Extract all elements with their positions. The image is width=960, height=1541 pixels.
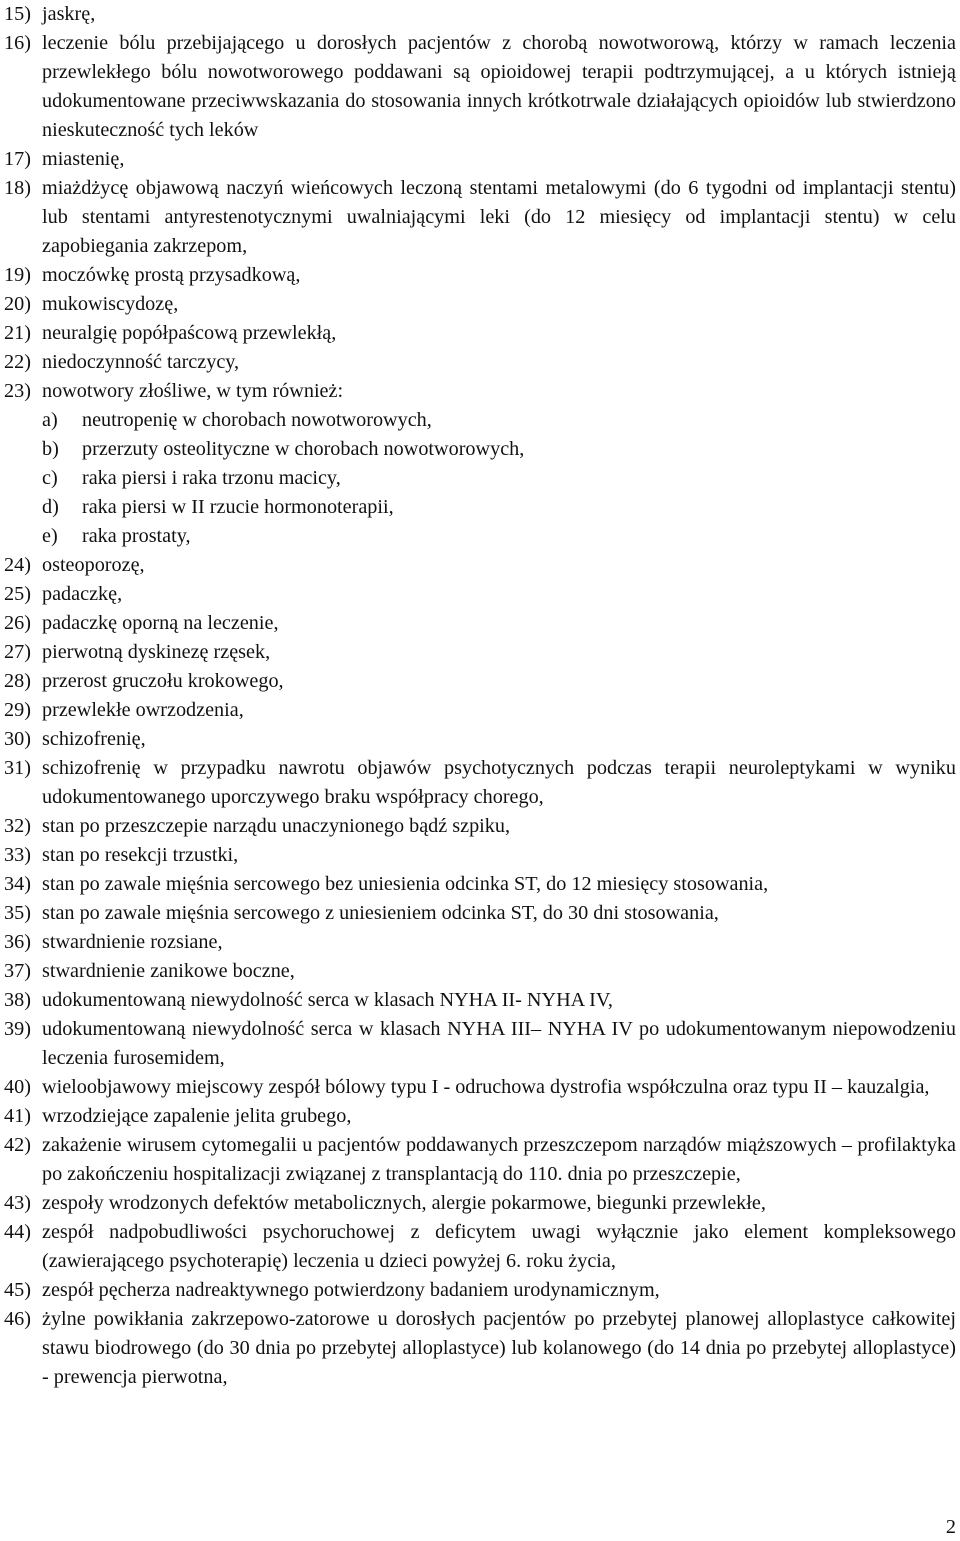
list-item-number: 38) bbox=[4, 989, 31, 1011]
list-item bbox=[4, 870, 956, 899]
list-item-number: 29) bbox=[4, 699, 31, 721]
page-number: 2 bbox=[945, 1516, 956, 1538]
list-item-text: przerost gruczołu krokowego, bbox=[42, 670, 284, 692]
list-item bbox=[4, 261, 956, 290]
list-item-text: zakażenie wirusem cytomegalii u pacjentów poddawanych przeszczepom narządów miąższowych – profilaktyka po zakończeniu hospitalizacji związanej z transplantacją do 110. dnia po przeszczepie, bbox=[42, 1134, 956, 1185]
list-item bbox=[4, 667, 956, 696]
list-item bbox=[4, 812, 956, 841]
list-item bbox=[4, 290, 956, 319]
list-item-number: 39) bbox=[4, 1018, 31, 1040]
list-item bbox=[4, 580, 956, 609]
list-item-text: nowotwory złośliwe, w tym również: bbox=[42, 380, 344, 402]
indication-list bbox=[4, 0, 956, 1392]
list-item bbox=[4, 29, 956, 145]
list-item bbox=[4, 377, 956, 406]
list-item-number: 41) bbox=[4, 1105, 31, 1127]
list-item-text: leczenie bólu przebijającego u dorosłych pacjentów z chorobą nowotworową, którzy w ramach leczenia przewlekłego bólu nowotworowego poddawani są opioidowej terapii podtrzymującej, a u których istnieją udokumentowane przeciwwskazania do stosowania innych krótkotrwale działających opioidów lub stwierdzono nieskuteczność tych leków bbox=[42, 32, 956, 141]
list-item-number: 45) bbox=[4, 1279, 31, 1301]
list-item-text: schizofrenię w przypadku nawrotu objawów psychotycznych podczas terapii neuroleptykami w wyniku udokumentowanego uporczywego braku współpracy chorego, bbox=[42, 757, 956, 808]
list-item-number: 27) bbox=[4, 641, 31, 663]
list-item-number: 35) bbox=[4, 902, 31, 924]
list-item bbox=[4, 986, 956, 1015]
sub-list-item-label: b) bbox=[42, 438, 59, 460]
list-item-text: stan po zawale mięśnia sercowego bez uniesienia odcinka ST, do 12 miesięcy stosowania, bbox=[42, 873, 769, 895]
list-item-number: 44) bbox=[4, 1221, 31, 1243]
list-item-text: pierwotną dyskinezę rzęsek, bbox=[42, 641, 271, 663]
list-item bbox=[4, 551, 956, 580]
list-item-text: stan po przeszczepie narządu unaczynionego bądź szpiku, bbox=[42, 815, 511, 837]
list-item bbox=[4, 696, 956, 725]
list-item-text: stan po resekcji trzustki, bbox=[42, 844, 239, 866]
list-item bbox=[4, 348, 956, 377]
list-item-number: 22) bbox=[4, 351, 31, 373]
sub-list-item-text: raka piersi i raka trzonu macicy, bbox=[82, 467, 341, 489]
list-item-number: 19) bbox=[4, 264, 31, 286]
list-item bbox=[4, 754, 956, 812]
list-item-text: niedoczynność tarczycy, bbox=[42, 351, 240, 373]
list-item-number: 26) bbox=[4, 612, 31, 634]
list-item-text: miażdżycę objawową naczyń wieńcowych leczoną stentami metalowymi (do 6 tygodni od implantacji stentu) lub stentami antyrestenotycznymi uwalniającymi leki (do 12 miesięcy od implantacji stentu) w celu zapobiegania zakrzepom, bbox=[42, 177, 956, 257]
list-item-text: neuralgię popółpaścową przewlekłą, bbox=[42, 322, 337, 344]
list-item bbox=[4, 1218, 956, 1276]
list-item-text: stan po zawale mięśnia sercowego z uniesieniem odcinka ST, do 30 dni stosowania, bbox=[42, 902, 719, 924]
list-item-number: 34) bbox=[4, 873, 31, 895]
list-item-text: udokumentowaną niewydolność serca w klasach NYHA II- NYHA IV, bbox=[42, 989, 613, 1011]
list-item-number: 40) bbox=[4, 1076, 31, 1098]
list-item bbox=[4, 899, 956, 928]
list-item-number: 30) bbox=[4, 728, 31, 750]
list-item-number: 20) bbox=[4, 293, 31, 315]
sub-list-item bbox=[4, 464, 956, 493]
list-item bbox=[4, 957, 956, 986]
list-item-text: zespoły wrodzonych defektów metabolicznych, alergie pokarmowe, biegunki przewlekłe, bbox=[42, 1192, 766, 1214]
list-item-number: 17) bbox=[4, 148, 31, 170]
list-item-text: moczówkę prostą przysadkową, bbox=[42, 264, 301, 286]
list-item-text: wieloobjawowy miejscowy zespół bólowy typu I - odruchowa dystrofia współczulna oraz typu II – kauzalgia, bbox=[42, 1076, 930, 1098]
list-item-text: udokumentowaną niewydolność serca w klasach NYHA III– NYHA IV po udokumentowanym niepowodzeniu leczenia furosemidem, bbox=[42, 1018, 956, 1069]
sub-list-item-text: neutropenię w chorobach nowotworowych, bbox=[82, 409, 432, 431]
list-item-text: stwardnienie rozsiane, bbox=[42, 931, 223, 953]
list-item-number: 25) bbox=[4, 583, 31, 605]
list-item-number: 37) bbox=[4, 960, 31, 982]
list-item-number: 46) bbox=[4, 1308, 31, 1330]
list-item bbox=[4, 928, 956, 957]
list-item-number: 15) bbox=[4, 3, 31, 25]
sub-list-item-label: e) bbox=[42, 525, 58, 547]
sub-list-item-label: d) bbox=[42, 496, 59, 518]
list-item-text: padaczkę, bbox=[42, 583, 123, 605]
list-item-text: przewlekłe owrzodzenia, bbox=[42, 699, 244, 721]
list-item-text: stwardnienie zanikowe boczne, bbox=[42, 960, 295, 982]
list-item bbox=[4, 0, 956, 29]
list-item bbox=[4, 1131, 956, 1189]
list-item bbox=[4, 1305, 956, 1392]
list-item bbox=[4, 1189, 956, 1218]
list-item-number: 33) bbox=[4, 844, 31, 866]
list-item bbox=[4, 638, 956, 667]
list-item bbox=[4, 145, 956, 174]
sub-list-item-text: przerzuty osteolityczne w chorobach nowotworowych, bbox=[82, 438, 525, 460]
list-item bbox=[4, 1276, 956, 1305]
list-item-text: wrzodziejące zapalenie jelita grubego, bbox=[42, 1105, 352, 1127]
list-item-text: miastenię, bbox=[42, 148, 125, 170]
list-item bbox=[4, 1102, 956, 1131]
list-item-number: 36) bbox=[4, 931, 31, 953]
list-item-text: osteoporozę, bbox=[42, 554, 145, 576]
list-item-number: 24) bbox=[4, 554, 31, 576]
list-item-text: schizofrenię, bbox=[42, 728, 146, 750]
list-item-text: żylne powikłania zakrzepowo-zatorowe u dorosłych pacjentów po przebytej planowej alloplastyce całkowitej stawu biodrowego (do 30 dnia po przebytej alloplastyce) lub kolanowego (do 14 dnia po przebytej alloplastyce) - prewencja pierwotna, bbox=[42, 1308, 956, 1388]
list-item bbox=[4, 841, 956, 870]
list-item-number: 18) bbox=[4, 177, 31, 199]
sub-list-item-label: c) bbox=[42, 467, 58, 489]
list-item bbox=[4, 1073, 956, 1102]
list-item-number: 23) bbox=[4, 380, 31, 402]
list-item-text: mukowiscydozę, bbox=[42, 293, 179, 315]
list-item-number: 43) bbox=[4, 1192, 31, 1214]
list-item-text: padaczkę oporną na leczenie, bbox=[42, 612, 279, 634]
list-item-number: 28) bbox=[4, 670, 31, 692]
list-item bbox=[4, 1015, 956, 1073]
sub-list-item bbox=[4, 406, 956, 435]
list-item-number: 31) bbox=[4, 757, 31, 779]
list-item-text: zespół nadpobudliwości psychoruchowej z deficytem uwagi wyłącznie jako element kompleksowego (zawierającego psychoterapię) leczenia u dzieci powyżej 6. roku życia, bbox=[42, 1221, 956, 1272]
list-item bbox=[4, 319, 956, 348]
sub-list-item bbox=[4, 493, 956, 522]
list-item-number: 21) bbox=[4, 322, 31, 344]
list-item-number: 16) bbox=[4, 32, 31, 54]
list-item bbox=[4, 725, 956, 754]
sub-list-item-text: raka piersi w II rzucie hormonoterapii, bbox=[82, 496, 394, 518]
sub-list-item bbox=[4, 522, 956, 551]
list-item-text: jaskrę, bbox=[42, 3, 96, 25]
sub-list-item bbox=[4, 435, 956, 464]
list-item-number: 42) bbox=[4, 1134, 31, 1156]
sub-list-item-text: raka prostaty, bbox=[82, 525, 191, 547]
list-item bbox=[4, 174, 956, 261]
list-item-number: 32) bbox=[4, 815, 31, 837]
list-item bbox=[4, 609, 956, 638]
sub-list-item-label: a) bbox=[42, 409, 58, 431]
list-item-text: zespół pęcherza nadreaktywnego potwierdzony badaniem urodynamicznym, bbox=[42, 1279, 660, 1301]
